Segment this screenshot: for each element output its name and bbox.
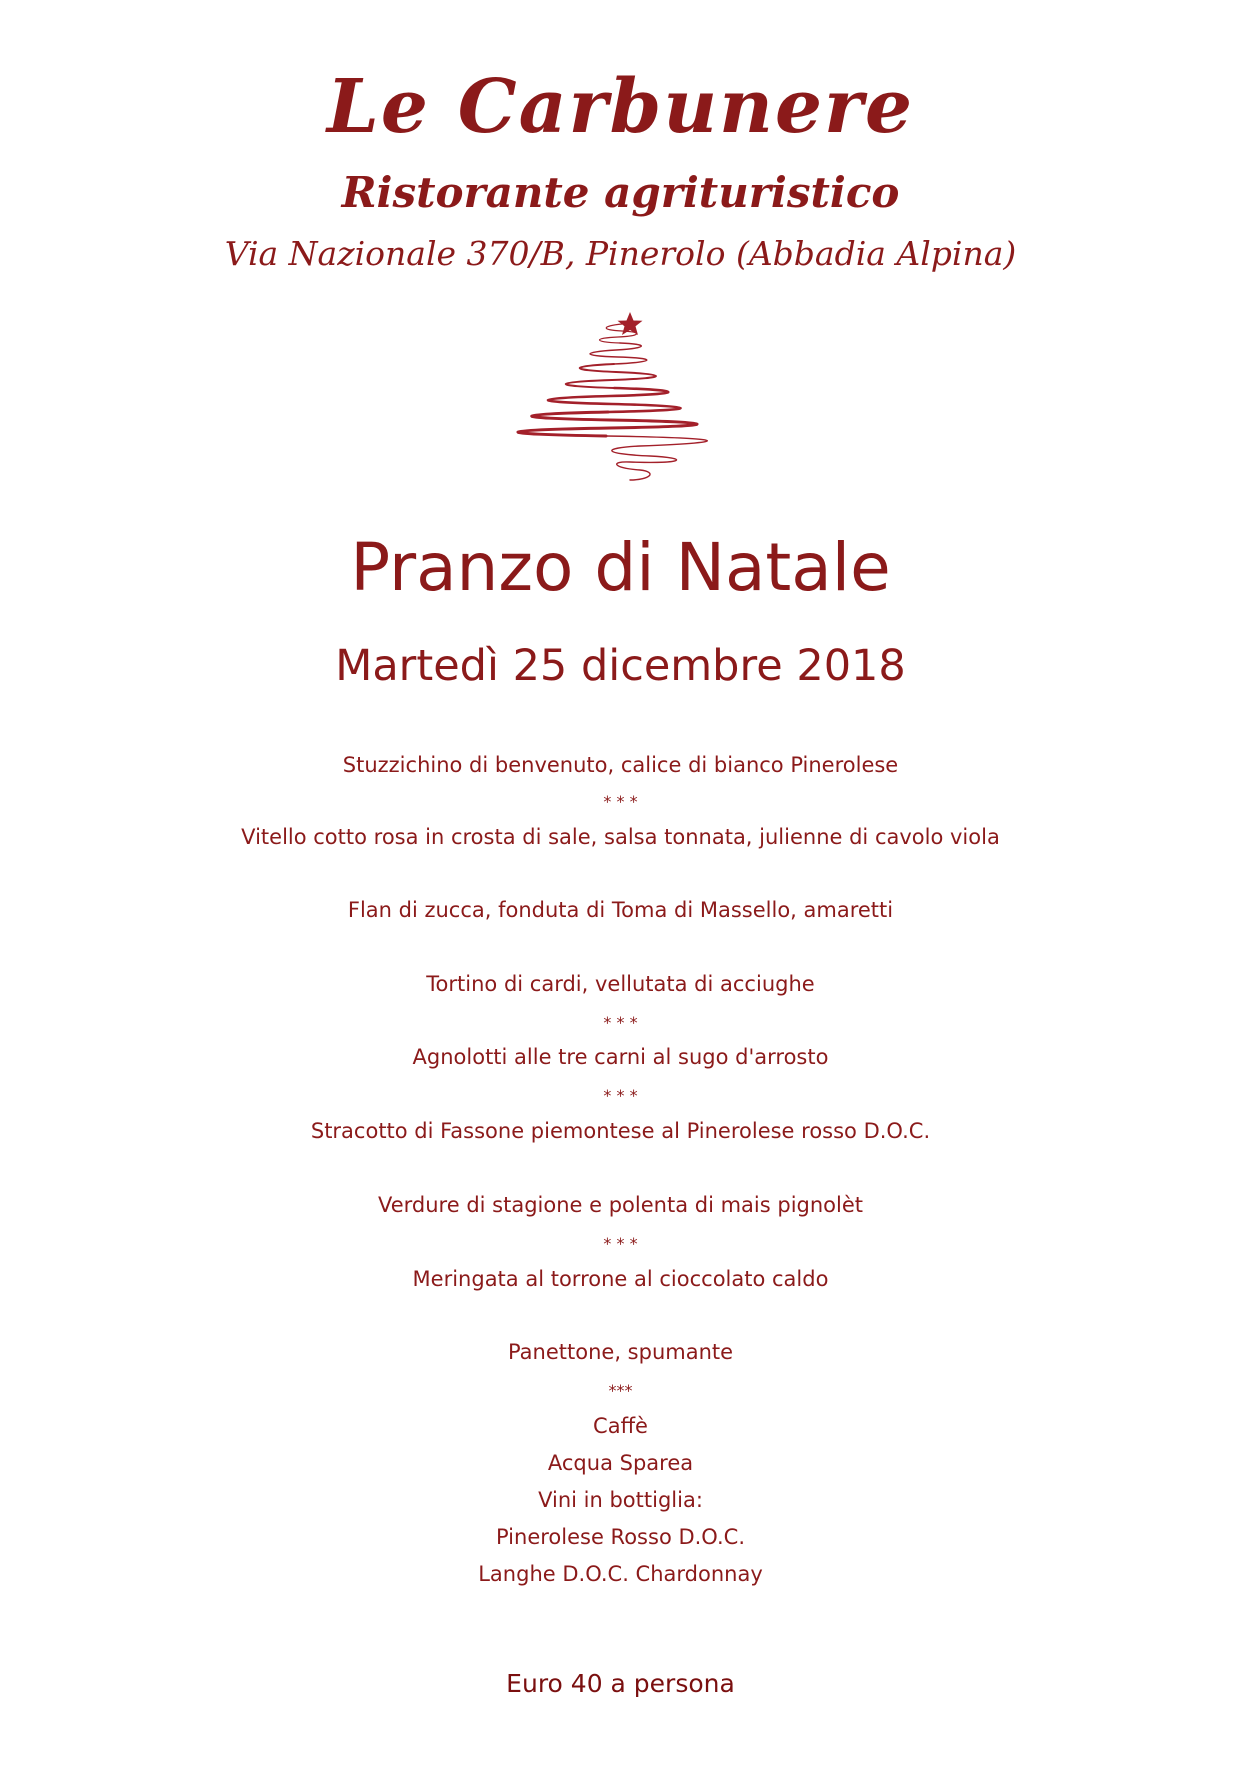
menu-item: Flan di zucca, fonduta di Toma di Massello, amaretti bbox=[347, 898, 894, 922]
menu-separator: * * * bbox=[603, 1086, 638, 1105]
menu-item: Pinerolese Rosso D.O.C. bbox=[495, 1525, 746, 1549]
restaurant-address: Via Nazionale 370/B, Pinerolo (Abbadia Alpina) bbox=[224, 234, 1017, 273]
menu-item: Stuzzichino di benvenuto, calice di bianco Pinerolese bbox=[342, 753, 899, 777]
menu-item: Agnolotti alle tre carni al sugo d'arrosto bbox=[412, 1045, 829, 1069]
menu-separator: * * * bbox=[603, 1234, 638, 1253]
menu-item: Panettone, spumante bbox=[507, 1340, 734, 1364]
menu-separator: * * * bbox=[603, 792, 638, 811]
menu-item: Stracotto di Fassone piemontese al Pinerolese rosso D.O.C. bbox=[310, 1119, 931, 1143]
restaurant-subtitle: Ristorante agrituristico bbox=[341, 168, 900, 217]
event-date: Martedì 25 dicembre 2018 bbox=[335, 641, 906, 691]
christmas-tree-icon bbox=[490, 312, 770, 492]
menu-separator: *** bbox=[608, 1381, 633, 1400]
menu-item: Meringata al torrone al cioccolato caldo bbox=[412, 1267, 829, 1291]
price: Euro 40 a persona bbox=[506, 1669, 735, 1698]
menu-item: Vitello cotto rosa in crosta di sale, salsa tonnata, julienne di cavolo viola bbox=[241, 825, 1000, 849]
event-title: Pranzo di Natale bbox=[350, 529, 891, 606]
menu-item: Langhe D.O.C. Chardonnay bbox=[478, 1562, 763, 1586]
menu-item: Vini in bottiglia: bbox=[538, 1488, 703, 1512]
menu-item: Acqua Sparea bbox=[547, 1451, 694, 1475]
menu-separator: * * * bbox=[603, 1013, 638, 1032]
restaurant-name: Le Carbunere bbox=[326, 64, 915, 150]
menu-item: Verdure di stagione e polenta di mais pignolèt bbox=[378, 1193, 863, 1217]
menu-item: Caffè bbox=[593, 1414, 648, 1438]
menu-item: Tortino di cardi, vellutata di acciughe bbox=[426, 972, 815, 996]
